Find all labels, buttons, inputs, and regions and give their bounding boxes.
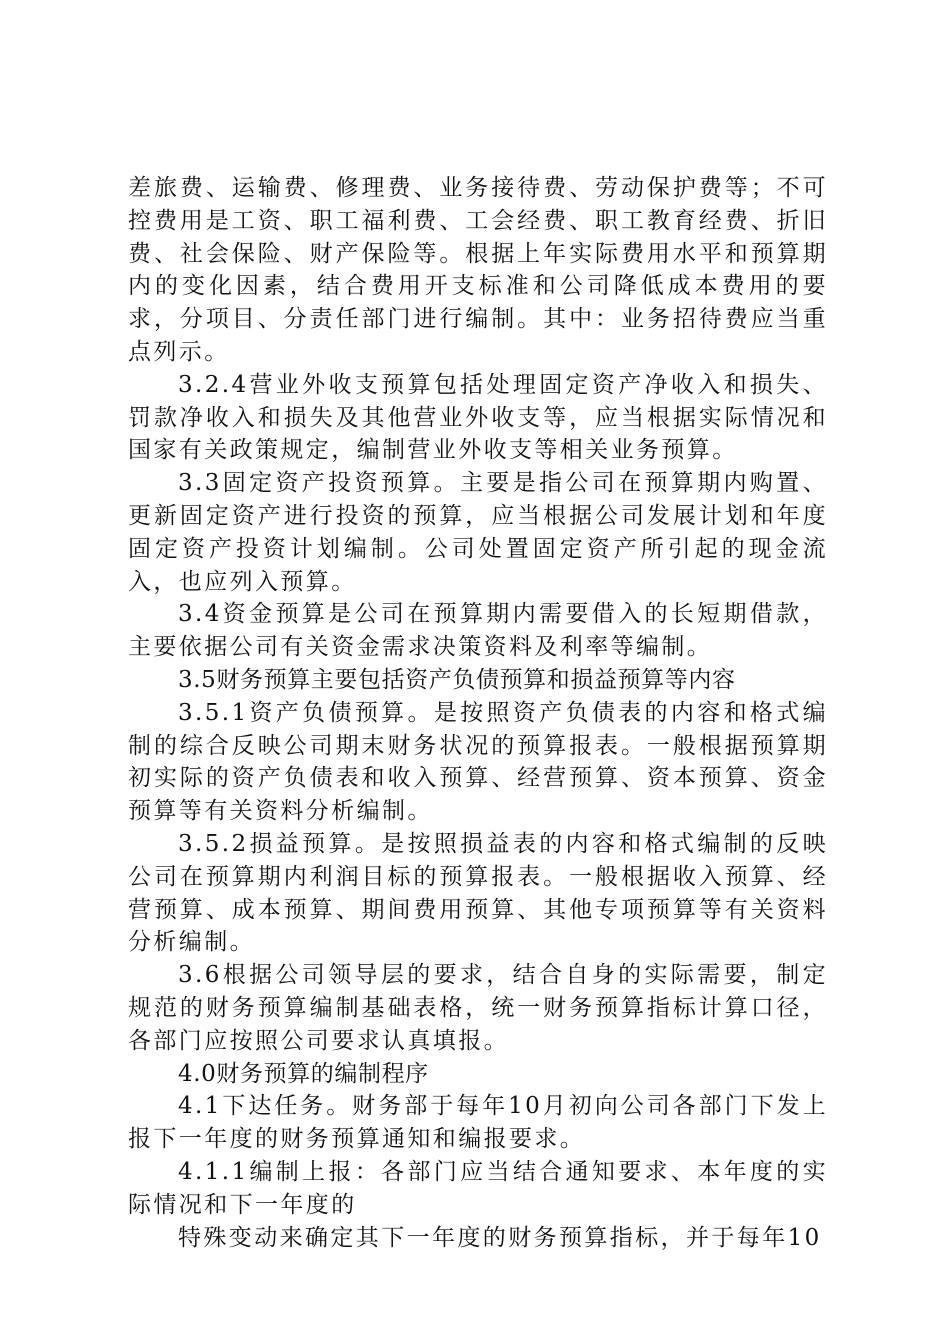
paragraph-4-1-1: 4.1.1编制上报：各部门应当结合通知要求、本年度的实际情况和下一年度的 — [128, 1158, 828, 1218]
paragraph-3-3: 3.3固定资产投资预算。主要是指公司在预算期内购置、更新固定资产进行投资的预算，应当根据公司发展计划和年度固定资产投资计划编制。公司处置固定资产所引起的现金流入，也应列入预算。 — [128, 470, 828, 595]
paragraph-3-2-4: 3.2.4营业外收支预算包括处理固定资产净收入和损失、罚款净收入和损失及其他营业外收支等，应当根据实际情况和国家有关政策规定，编制营业外收支等相关业务预算。 — [128, 371, 828, 464]
paragraph-3-5: 3.5财务预算主要包括资产负债预算和损益预算等内容 — [178, 666, 736, 693]
paragraph-expense-types: 差旅费、运输费、修理费、业务接待费、劳动保护费等；不可控费用是工资、职工福利费、工会经费、职工教育经费、折旧费、社会保险、财产保险等。根据上年实际费用水平和预算期内的变化因素，结合费用开支标准和公司降低成本费用的要求，分项目、分责任部门进行编制。其中：业务招待费应当重点列示。 — [128, 175, 828, 365]
paragraph-4-1: 4.1下达任务。财务部于每年10月初向公司各部门下发上报下一年度的财务预算通知和编报要求。 — [128, 1093, 828, 1153]
paragraph-3-6: 3.6根据公司领导层的要求，结合自身的实际需要，制定规范的财务预算编制基础表格，统一财务预算指标计算口径，各部门应按照公司要求认真填报。 — [128, 962, 828, 1054]
paragraph-3-5-2: 3.5.2损益预算。是按照损益表的内容和格式编制的反映公司在预算期内利润目标的预算报表。一般根据收入预算、经营预算、成本预算、期间费用预算、其他专项预算等有关资料分析编制。 — [128, 830, 828, 956]
document-body — [128, 172, 828, 1254]
paragraph-continuation: 特殊变动来确定其下一年度的财务预算指标，并于每年10 — [178, 1224, 822, 1251]
paragraph-3-4: 3.4资金预算是公司在预算期内需要借入的长短期借款，主要依据公司有关资金需求决策资料及利率等编制。 — [128, 601, 828, 661]
heading-4-0: 4.0财务预算的编制程序 — [178, 1060, 429, 1087]
paragraph-3-5-1: 3.5.1资产负债预算。是按照资产负债表的内容和格式编制的综合反映公司期末财务状况的预算报表。一般根据预算期初实际的资产负债表和收入预算、经营预算、资本预算、资金预算等有关资料分析编制。 — [128, 699, 828, 825]
